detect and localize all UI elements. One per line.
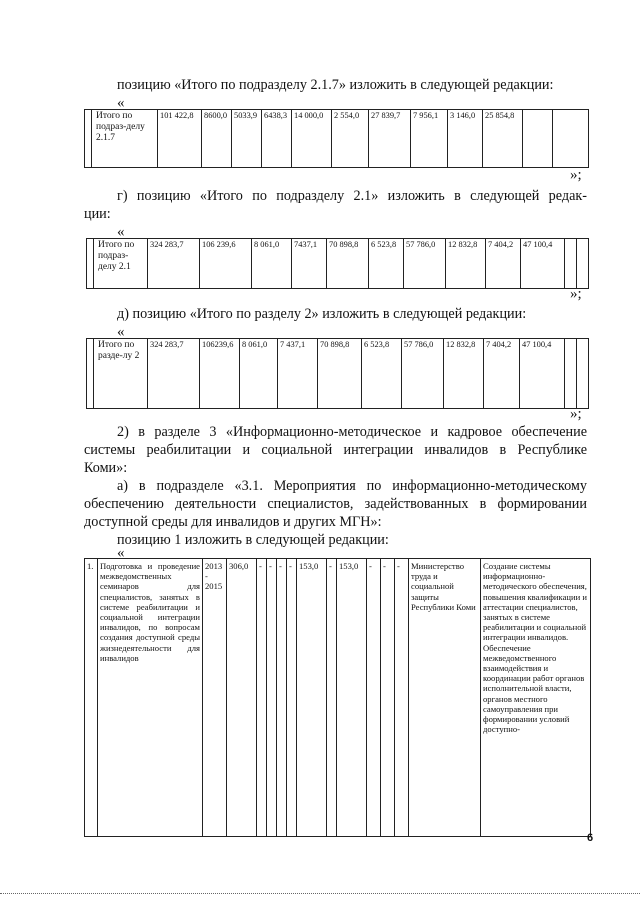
table-cell: - xyxy=(287,559,297,837)
table-cell: 153,0 xyxy=(297,559,327,837)
years: 2013 - 2015 xyxy=(203,559,227,837)
table-cell: 57 786,0 xyxy=(404,239,446,289)
table-cell: 7 437,1 xyxy=(278,339,318,409)
close-quote: »; xyxy=(570,167,582,183)
table-cell: - xyxy=(327,559,337,837)
table-cell: 324 283,7 xyxy=(148,239,200,289)
row-number: 1. xyxy=(85,559,98,837)
table-cell: - xyxy=(367,559,381,837)
table-cell: 3 146,0 xyxy=(448,110,483,168)
table-cell: - xyxy=(395,559,409,837)
table-cell: 6438,3 xyxy=(262,110,292,168)
table-cell: 2 554,0 xyxy=(332,110,369,168)
table-cell: 70 898,8 xyxy=(327,239,369,289)
paragraph-section-3-line: системы реабилитации и социальной интеграции инвалидов в Республике xyxy=(84,442,587,458)
table-cell: 12 832,8 xyxy=(444,339,484,409)
table-cell: 7 404,2 xyxy=(486,239,521,289)
table-cell: 57 786,0 xyxy=(402,339,444,409)
table-cell: 106239,6 xyxy=(200,339,240,409)
table-cell: 6 523,8 xyxy=(362,339,402,409)
table-cell: - xyxy=(381,559,395,837)
open-quote: « xyxy=(117,224,125,240)
table-cell xyxy=(87,339,94,409)
table-cell: 14 000,0 xyxy=(292,110,332,168)
paragraph-subsection-3-1-line: а) в подразделе «3.1. Мероприятия по информационно-методическому xyxy=(117,478,587,494)
open-quote: « xyxy=(117,95,125,111)
table-cell: 7 404,2 xyxy=(484,339,520,409)
table-cell: - xyxy=(257,559,267,837)
table-cell: 12 832,8 xyxy=(446,239,486,289)
table-cell xyxy=(565,339,577,409)
close-quote: »; xyxy=(570,286,582,302)
paragraph-section-3-line: 2) в разделе 3 «Информационно-методическое и кадровое обеспечение xyxy=(117,424,587,440)
row-label: Итого по подраз-делу 2.1 xyxy=(94,239,148,289)
table-cell xyxy=(553,110,589,168)
paragraph-section-3-line: Коми»: xyxy=(84,460,128,476)
row-label: Итого по подраз-делу 2.1.7 xyxy=(92,110,158,168)
paragraph-subsection-3-1-line: доступной среды для инвалидов и других МГН»: xyxy=(84,514,382,530)
table-cell: 106 239,6 xyxy=(200,239,252,289)
close-quote: »; xyxy=(570,406,582,422)
table-subtotal-2-1 xyxy=(86,238,589,289)
measure-name: Подготовка и проведение межведомственных семинаров для специалистов, занятых в системе реабилитации и социальной интеграции инвалидов, по вопросам создания доступной среды жизнедеятельности для инвалидов xyxy=(98,559,203,837)
open-quote: « xyxy=(117,545,125,561)
table-cell: 27 839,7 xyxy=(369,110,411,168)
paragraph-item-2-1-7: позицию «Итого по подразделу 2.1.7» изложить в следующей редакции: xyxy=(117,77,554,93)
page-edge-line xyxy=(0,893,640,894)
table-cell: 5033,9 xyxy=(232,110,262,168)
table-cell: 25 854,8 xyxy=(483,110,523,168)
table-total-section-2 xyxy=(86,338,589,409)
table-cell: 47 100,4 xyxy=(520,339,565,409)
table-cell: 47 100,4 xyxy=(521,239,565,289)
table-cell: 101 422,8 xyxy=(158,110,202,168)
table-cell: 8 061,0 xyxy=(240,339,278,409)
open-quote: « xyxy=(117,324,125,340)
table-cell xyxy=(87,239,94,289)
table-cell xyxy=(85,110,92,168)
table-cell: 153,0 xyxy=(337,559,367,837)
table-cell: 70 898,8 xyxy=(318,339,362,409)
table-cell: 7 956,1 xyxy=(411,110,448,168)
paragraph-item-2-1-cont: ции: xyxy=(84,206,111,222)
table-cell: 306,0 xyxy=(227,559,257,837)
table-cell xyxy=(523,110,553,168)
table-cell xyxy=(577,339,589,409)
table-cell: 7437,1 xyxy=(292,239,327,289)
table-cell xyxy=(565,239,577,289)
table-cell: - xyxy=(277,559,287,837)
table-cell: 6 523,8 xyxy=(369,239,404,289)
paragraph-position-1: позицию 1 изложить в следующей редакции: xyxy=(117,532,389,548)
paragraph-section-2: д) позицию «Итого по разделу 2» изложить в следующей редакции: xyxy=(117,306,527,322)
table-cell: 8600,0 xyxy=(202,110,232,168)
table-cell: - xyxy=(267,559,277,837)
expected-result: Создание системы информационно-методического обеспечения, повышения квалификации и аттестации специалистов, занятых в системе реабилитации и социальной интеграции инвалидов. Обеспечение межведомственного взаимодействия и координации работ органов исполнительной власти, органов местного самоуправления при формировании условий доступно- xyxy=(481,559,591,837)
paragraph-subsection-3-1-line: обеспечению деятельности специалистов, задействованных в формировании xyxy=(84,496,587,512)
table-cell: 8 061,0 xyxy=(252,239,292,289)
row-label: Итого по разде-лу 2 xyxy=(94,339,148,409)
page-number: 6 xyxy=(587,832,594,844)
table-cell xyxy=(577,239,589,289)
paragraph-item-2-1: г) позицию «Итого по подразделу 2.1» изложить в следующей редак- xyxy=(117,188,587,204)
executor: Министерство труда и социальной защиты Республики Коми xyxy=(409,559,481,837)
table-subtotal-2-1-7 xyxy=(84,109,589,168)
table-cell: 324 283,7 xyxy=(148,339,200,409)
table-position-1 xyxy=(84,558,591,837)
